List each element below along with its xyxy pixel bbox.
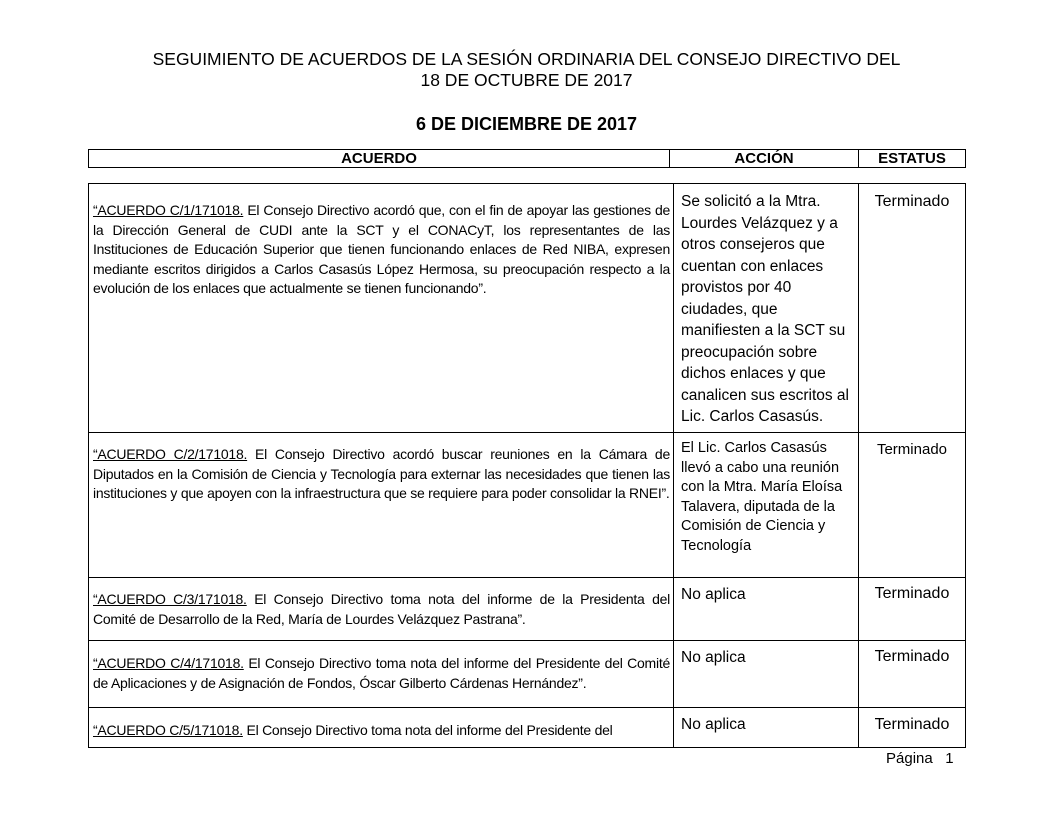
status-label: Terminado [874, 648, 950, 665]
row-divider [88, 577, 966, 578]
row-divider [88, 432, 966, 433]
acuerdo-text: El Consejo Directivo toma nota del informe del Presidente del Comité de Aplicaciones y de Asignación de Fondos, Óscar Gilberto Cárdenas Hernández”. [93, 655, 671, 691]
table-row-accion: No aplica [681, 649, 746, 666]
acuerdo-ref: “ACUERDO C/4/171018. [93, 655, 244, 671]
status-label: Terminado [874, 716, 950, 733]
acuerdo-ref: “ACUERDO C/5/171018. [93, 722, 243, 738]
acuerdo-text: El Consejo Directivo acordó buscar reuniones en la Cámara de Diputados en la Comisión de Ciencia y Tecnología para externar las necesidades que tienen las instituciones y que apoyen con la infraestructura que se requiere para poder consolidar la RNEI”. [93, 446, 670, 501]
status-label: Terminado [876, 441, 948, 458]
status-label: Terminado [874, 585, 950, 602]
column-divider [673, 183, 674, 747]
table-row-acuerdo [93, 590, 670, 629]
column-header-estatus: ESTATUS [858, 149, 966, 168]
document-title-line2: 18 DE OCTUBRE DE 2017 [420, 70, 633, 90]
acuerdo-text: El Consejo Directivo acordó que, con el fin de apoyar las gestiones de la Dirección General de CUDI ante la SCT y el CONACyT, los representantes de las Instituciones de Educación Superior que tienen funcionando enlaces de Red NIBA, expresen mediante escritos dirigidos a Carlos Casasús López Hermosa, su preocupación respecto a la evolución de los enlaces que actualmente se tienen funcionando”. [93, 202, 671, 296]
table-row-accion: No aplica [681, 716, 746, 733]
row-divider [88, 640, 966, 641]
document-date: 6 DE DICIEMBRE DE 2017 [415, 114, 638, 134]
table-row-acuerdo [93, 721, 670, 741]
acuerdo-text: El Consejo Directivo toma nota del informe del Presidente del [242, 722, 613, 738]
table-row-acuerdo [93, 654, 670, 693]
page-number: Página 1 [886, 750, 954, 767]
acuerdo-ref: “ACUERDO C/1/171018. [93, 202, 244, 218]
table-row-acuerdo [93, 445, 670, 504]
row-divider [88, 707, 966, 708]
acuerdo-ref: “ACUERDO C/3/171018. [93, 591, 247, 607]
table-row-accion: Se solicitó a la Mtra. Lourdes Velázquez y a otros consejeros que cuentan con enlaces provistos por 40 ciudades, que manifiesten a la SCT su preocupación sobre dichos enlaces y que canalicen sus escritos al Lic. Carlos Casasús. [681, 193, 849, 425]
table-row-accion: El Lic. Carlos Casasús llevó a cabo una reunión con la Mtra. María Eloísa Talavera, diputada de la Comisión de Ciencia y Tecnología [681, 440, 843, 554]
column-header-acuerdo: ACUERDO [88, 149, 670, 168]
acuerdo-ref: “ACUERDO C/2/171018. [93, 446, 248, 462]
status-label: Terminado [874, 193, 950, 210]
acuerdo-text: El Consejo Directivo toma nota del informe de la Presidenta del Comité de Desarrollo de la Red, María de Lourdes Velázquez Pastrana”. [93, 591, 671, 627]
table-row-accion: No aplica [681, 586, 746, 603]
document-title-line1: SEGUIMIENTO DE ACUERDOS DE LA SESIÓN ORDINARIA DEL CONSEJO DIRECTIVO DEL [152, 49, 901, 69]
table-row-acuerdo [93, 201, 670, 299]
column-header-accion: ACCIÓN [669, 149, 859, 168]
